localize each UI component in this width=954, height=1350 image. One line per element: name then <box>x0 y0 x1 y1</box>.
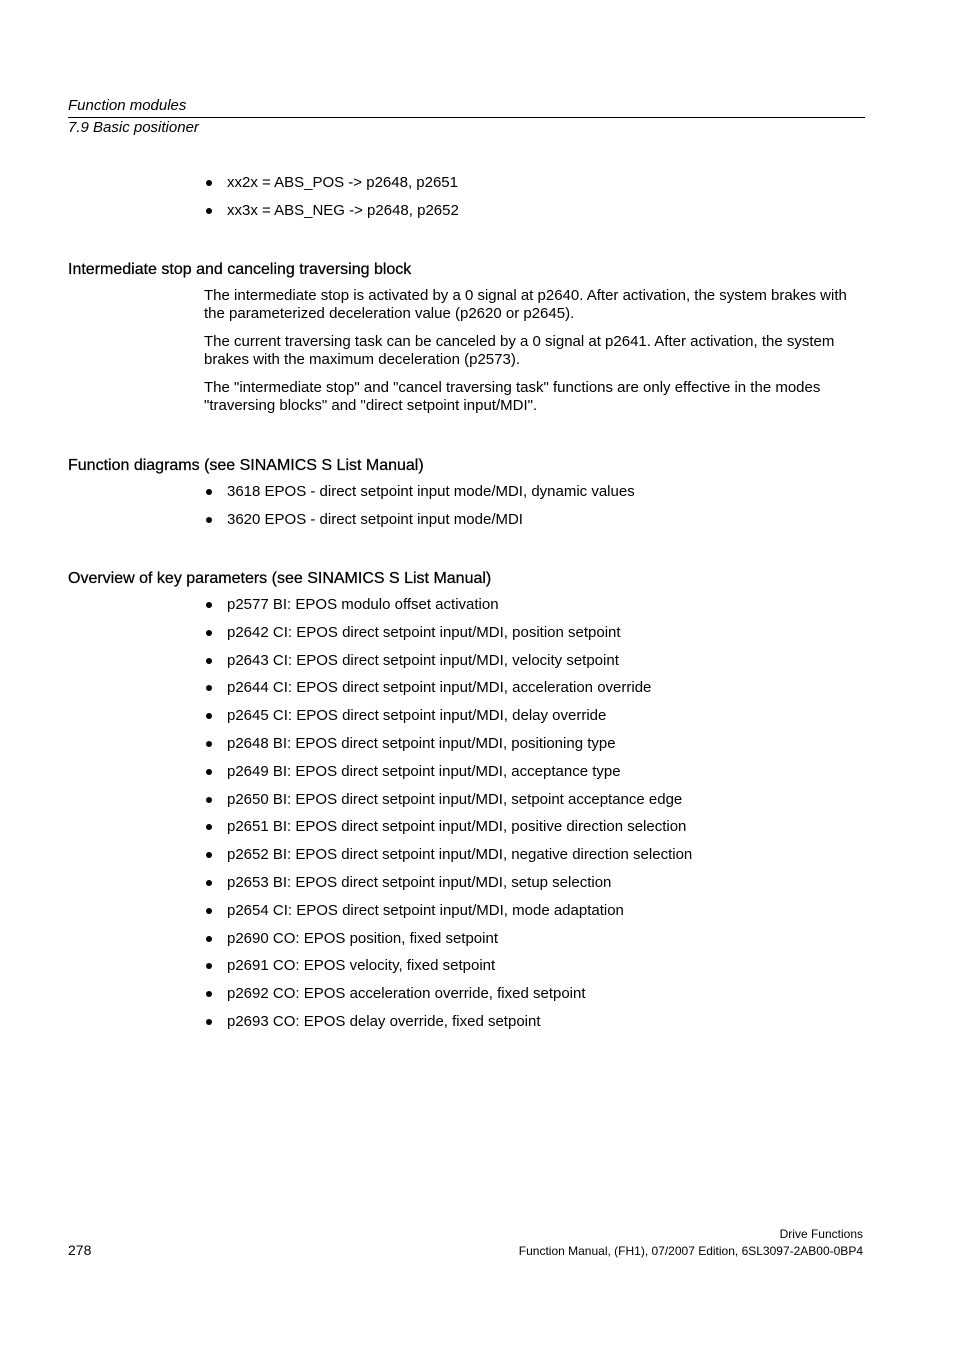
bullet-icon <box>206 685 212 691</box>
bullet-icon <box>206 936 212 942</box>
list-item-text: p2651 BI: EPOS direct setpoint input/MDI, positive direction selection <box>227 818 687 836</box>
list-item-text: p2693 CO: EPOS delay override, fixed setpoint <box>227 1012 541 1030</box>
list-item-text: 3618 EPOS - direct setpoint input mode/MDI, dynamic values <box>227 483 635 500</box>
header-divider <box>68 117 865 118</box>
list-item-text: p2652 BI: EPOS direct setpoint input/MDI, negative direction selection <box>227 846 693 864</box>
intro-bullet-list <box>204 173 459 221</box>
list-item <box>204 678 692 698</box>
list-item-text: p2645 CI: EPOS direct setpoint input/MDI, delay override <box>227 707 607 725</box>
list-item-text: p2650 BI: EPOS direct setpoint input/MDI, setpoint acceptance edge <box>227 790 683 808</box>
list-item <box>204 510 635 530</box>
list-item <box>204 651 692 671</box>
bullet-icon <box>206 880 212 886</box>
list-item <box>204 845 692 865</box>
key-parameters-list <box>204 595 692 1040</box>
intermediate-stop-body <box>204 287 866 425</box>
list-item <box>204 173 459 193</box>
header-section: 7.9 Basic positioner <box>68 119 199 136</box>
list-item <box>204 1012 692 1032</box>
bullet-icon <box>206 517 212 523</box>
list-item <box>204 482 635 502</box>
footer-line-1: Drive Functions <box>779 1227 863 1241</box>
bullet-icon <box>206 1019 212 1025</box>
paragraph: The "intermediate stop" and "cancel traversing task" functions are only effective in the modes "traversing blocks" and "direct setpoint input/MDI". <box>204 379 821 414</box>
section-title-intermediate-stop: Intermediate stop and canceling traversing block <box>68 261 412 278</box>
list-item <box>204 817 692 837</box>
list-item-text: p2690 CO: EPOS position, fixed setpoint <box>227 929 498 947</box>
bullet-icon <box>206 963 212 969</box>
bullet-icon <box>206 630 212 636</box>
list-item-text: 3620 EPOS - direct setpoint input mode/MDI <box>227 511 523 528</box>
list-item-text: p2577 BI: EPOS modulo offset activation <box>227 596 499 613</box>
bullet-icon <box>206 852 212 858</box>
bullet-icon <box>206 208 212 214</box>
bullet-icon <box>206 602 212 608</box>
list-item-text: p2654 CI: EPOS direct setpoint input/MDI, mode adaptation <box>227 901 624 919</box>
list-item-text: p2644 CI: EPOS direct setpoint input/MDI, acceleration override <box>227 679 652 697</box>
page-number: 278 <box>68 1242 92 1258</box>
function-diagrams-list <box>204 482 635 530</box>
list-item-text: xx3x = ABS_NEG -> p2648, p2652 <box>227 202 459 219</box>
footer-line-2: Function Manual, (FH1), 07/2007 Edition, 6SL3097-2AB00-0BP4 <box>518 1244 863 1258</box>
list-item <box>204 762 692 782</box>
bullet-icon <box>206 180 212 186</box>
bullet-icon <box>206 658 212 664</box>
bullet-icon <box>206 741 212 747</box>
list-item-text: xx2x = ABS_POS -> p2648, p2651 <box>227 174 458 191</box>
bullet-icon <box>206 908 212 914</box>
list-item-text: p2649 BI: EPOS direct setpoint input/MDI, acceptance type <box>227 762 621 780</box>
list-item <box>204 901 692 921</box>
footer-info <box>519 1226 863 1260</box>
list-item <box>204 984 692 1004</box>
paragraph: The current traversing task can be canceled by a 0 signal at p2641. After activation, the system brakes with the maximum deceleration (p2573). <box>204 333 835 368</box>
list-item <box>204 956 692 976</box>
section-title-function-diagrams: Function diagrams (see SINAMICS S List Manual) <box>68 457 424 474</box>
header-chapter: Function modules <box>68 97 187 114</box>
list-item-text: p2643 CI: EPOS direct setpoint input/MDI, velocity setpoint <box>227 651 619 669</box>
section-title-key-parameters: Overview of key parameters (see SINAMICS S List Manual) <box>68 570 492 587</box>
list-item <box>204 201 459 221</box>
list-item <box>204 706 692 726</box>
paragraph: The intermediate stop is activated by a 0 signal at p2640. After activation, the system brakes with the parameterized deceleration value (p2620 or p2645). <box>204 287 847 322</box>
list-item-text: p2648 BI: EPOS direct setpoint input/MDI, positioning type <box>227 734 616 752</box>
list-item <box>204 595 692 615</box>
list-item <box>204 734 692 754</box>
bullet-icon <box>206 797 212 803</box>
list-item <box>204 790 692 810</box>
bullet-icon <box>206 991 212 997</box>
list-item <box>204 929 692 949</box>
list-item-text: p2642 CI: EPOS direct setpoint input/MDI, position setpoint <box>227 623 621 641</box>
list-item <box>204 873 692 893</box>
list-item <box>204 623 692 643</box>
list-item-text: p2691 CO: EPOS velocity, fixed setpoint <box>227 957 496 975</box>
bullet-icon <box>206 824 212 830</box>
bullet-icon <box>206 769 212 775</box>
bullet-icon <box>206 713 212 719</box>
bullet-icon <box>206 489 212 495</box>
list-item-text: p2692 CO: EPOS acceleration override, fixed setpoint <box>227 985 586 1003</box>
list-item-text: p2653 BI: EPOS direct setpoint input/MDI, setup selection <box>227 873 612 891</box>
